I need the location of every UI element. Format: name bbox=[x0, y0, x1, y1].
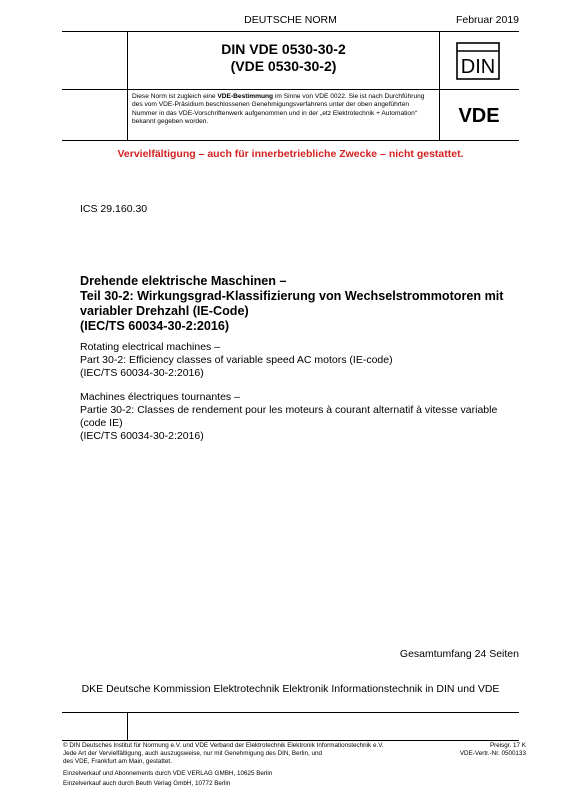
vde-logo-text: VDE bbox=[458, 105, 500, 126]
series-label: DEUTSCHE NORM bbox=[244, 14, 337, 26]
bottom-box bbox=[62, 712, 519, 741]
title-german: Drehende elektrische Maschinen – Teil 30-2: Wirkungsgrad-Klassifizierung von Wechselstrommotoren mit variabler Drehzahl (IE-Code) (IEC/TS 60034-30-2:2016) bbox=[80, 274, 504, 333]
price-info bbox=[440, 742, 526, 758]
sales-line-2: Einzelverkauf auch durch Beuth Verlag GmbH, 10772 Berlin bbox=[63, 780, 231, 787]
vde-info-box bbox=[62, 88, 519, 141]
standard-number: DIN VDE 0530-30-2 bbox=[221, 41, 346, 57]
price-group: Preisgr. 17 K bbox=[489, 742, 526, 749]
copyright-notice: © DIN Deutsches Institut für Normung e.V. und VDE Verband der Elektrotechnik Elektronik Informationstechnik e.V. Jede Art der Vervielfältigung, auch auszugsweise, nur mit Genehmigung des DIN, Berlin, und des VDE, Frankfurt am Main, gestattet. bbox=[63, 742, 384, 765]
din-logo-text: DIN bbox=[460, 56, 496, 78]
total-pages: Gesamtumfang 24 Seiten bbox=[399, 648, 519, 660]
publication-date: Februar 2019 bbox=[455, 14, 519, 26]
vde-logo-icon bbox=[446, 104, 512, 126]
ics-code: ICS 29.160.30 bbox=[80, 203, 148, 215]
sales-line-1: Einzelverkauf und Abonnements durch VDE VERLAG GMBH, 10625 Berlin bbox=[63, 770, 273, 777]
title-english: Rotating electrical machines – Part 30-2: Efficiency classes of variable speed AC motors (IE-code) (IEC/TS 60034-30-2:2016) bbox=[80, 341, 393, 379]
vde-number: (VDE 0530-30-2) bbox=[230, 58, 337, 74]
copy-warning: Vervielfältigung – auch für innerbetriebliche Zwecke – nicht gestattet. bbox=[117, 148, 464, 160]
top-bar bbox=[62, 14, 519, 30]
vde-info-text: Diese Norm ist zugleich eine VDE-Bestimmung im Sinne von VDE 0022. Sie ist nach Durchführung des vom VDE-Präsidium beschlossenen Genehmigungsverfahrens unter der oben angeführten Nummer in das VDE-Vorschriftenwerk aufgenommen und in der „etz Elektrotechnik + Automation“ bekannt gegeben worden. bbox=[132, 93, 425, 125]
din-logo-icon bbox=[456, 42, 500, 80]
order-number: VDE-Vertr.-Nr. 0500133 bbox=[459, 750, 526, 757]
standard-number-block bbox=[128, 41, 439, 75]
dke-line: DKE Deutsche Kommission Elektrotechnik Elektronik Informationstechnik in DIN und VDE bbox=[81, 683, 500, 695]
title-french: Machines électriques tournantes – Partie 30-2: Classes de rendement pour les moteurs à courant alternatif à vitesse variable (code IE) (IEC/TS 60034-30-2:2016) bbox=[80, 391, 498, 442]
header-box bbox=[62, 31, 519, 90]
